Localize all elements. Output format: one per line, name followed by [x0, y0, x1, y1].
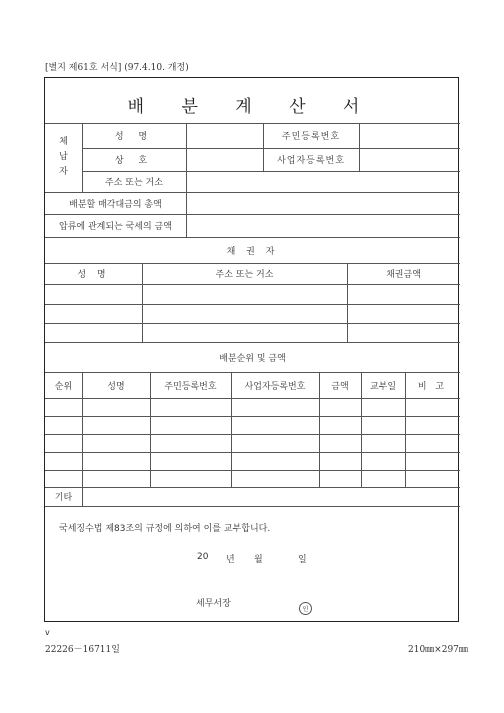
dist-col-rank: 순위 [54, 381, 73, 392]
divider [45, 470, 460, 471]
footer-paper-size: 210㎜×297㎜ [408, 645, 468, 655]
dist-col-remarks: 비 고 [417, 381, 448, 392]
resident-no-label: 주민등록번호 [281, 132, 341, 142]
business-no-field[interactable] [359, 148, 460, 171]
divider [45, 304, 460, 305]
date-month: 월 [254, 555, 263, 565]
name-label: 성 명 [114, 132, 154, 142]
date-year-prefix: 20 [197, 552, 209, 562]
signer-title: 세무서장 [196, 599, 231, 609]
dist-col-delivery-date: 교부일 [369, 381, 397, 392]
divider [45, 398, 460, 399]
footer-mark: v [45, 628, 50, 637]
statement-text: 국세징수법 제83조의 규정에 의하여 이를 교부합니다. [59, 524, 271, 534]
dist-col-amount: 금액 [331, 381, 349, 392]
dist-col-resident-no: 주민등록번호 [164, 381, 217, 392]
sale-total-label: 배분할 매각대금의 총액 [69, 199, 162, 210]
trade-name-label: 상 호 [114, 156, 154, 166]
date-day: 일 [298, 555, 307, 565]
divider [45, 506, 460, 507]
dist-col-business-no: 사업자등록번호 [244, 381, 306, 392]
creditor-col-name: 성 명 [77, 270, 110, 280]
divider [45, 284, 460, 285]
name-field[interactable] [186, 123, 263, 148]
tax-amount-field[interactable] [186, 214, 460, 237]
creditor-col-address: 주소 또는 거소 [215, 270, 274, 280]
divider [45, 323, 460, 324]
date-year: 년 [226, 555, 235, 565]
dist-col-name: 성명 [107, 381, 125, 392]
divider [45, 452, 460, 453]
distribution-statement-form [44, 77, 459, 622]
creditor-col-amount: 채권금액 [386, 270, 421, 280]
other-field[interactable] [82, 487, 460, 506]
divider [45, 416, 460, 417]
resident-no-field[interactable] [359, 123, 460, 148]
sale-total-field[interactable] [186, 192, 460, 214]
tax-amount-label: 압류에 관계되는 국세의 금액 [59, 222, 172, 232]
seal-icon [299, 596, 312, 615]
divider [45, 434, 460, 435]
address-field[interactable] [186, 171, 460, 192]
address-label: 주소 또는 거소 [105, 178, 163, 188]
creditors-section-title: 채 권 자 [226, 246, 279, 257]
other-label: 기타 [54, 493, 73, 503]
distribution-section-title: 배분순위 및 금액 [219, 353, 286, 364]
delinquent-label-block [45, 123, 82, 192]
seal-mark: 인 [299, 602, 312, 615]
delinquent-label-text: 체 납 자 [57, 135, 70, 180]
form-title: 배 분 계 산 서 [127, 97, 376, 117]
business-no-label: 사업자등록번호 [277, 156, 345, 166]
form-identifier: [별지 제61호 서식] (97.4.10. 개정) [45, 63, 189, 73]
trade-name-field[interactable] [186, 148, 263, 171]
footer-form-code: 22226－16711일 [45, 645, 120, 655]
